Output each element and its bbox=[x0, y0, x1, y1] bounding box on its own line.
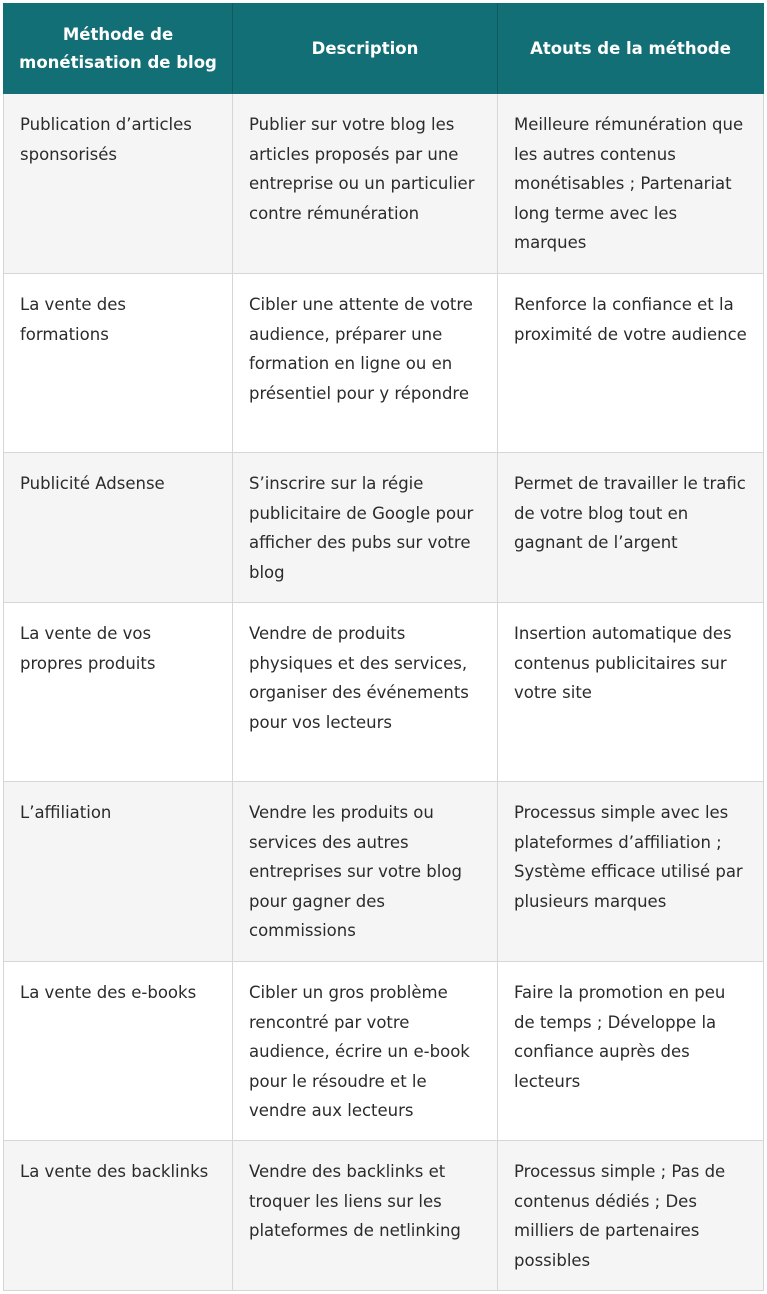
cell-method: La vente des e-books bbox=[4, 962, 233, 1141]
cell-description: Cibler un gros problème rencontré par votre audience, écrire un e-book pour le résoudre et le vendre aux lecteurs bbox=[233, 962, 498, 1141]
table-row bbox=[4, 603, 764, 782]
cell-advantages: Processus simple ; Pas de contenus dédiés ; Des milliers de partenaires possibles bbox=[498, 1141, 764, 1291]
header-description: Description bbox=[233, 4, 498, 94]
cell-method: La vente des backlinks bbox=[4, 1141, 233, 1291]
table-row bbox=[4, 453, 764, 603]
cell-advantages: Faire la promotion en peu de temps ; Développe la confiance auprès des lecteurs bbox=[498, 962, 764, 1141]
cell-method: La vente de vos propres produits bbox=[4, 603, 233, 782]
monetization-table-container bbox=[3, 3, 763, 1291]
cell-advantages: Permet de travailler le trafic de votre blog tout en gagnant de l’argent bbox=[498, 453, 764, 603]
cell-description: Vendre des backlinks et troquer les liens sur les plateformes de netlinking bbox=[233, 1141, 498, 1291]
cell-method: La vente des formations bbox=[4, 274, 233, 453]
cell-method: Publicité Adsense bbox=[4, 453, 233, 603]
table-row bbox=[4, 274, 764, 453]
table-row bbox=[4, 94, 764, 274]
cell-description: Publier sur votre blog les articles proposés par une entreprise ou un particulier contre rémunération bbox=[233, 94, 498, 274]
table-header bbox=[4, 4, 764, 94]
cell-advantages: Insertion automatique des contenus publicitaires sur votre site bbox=[498, 603, 764, 782]
cell-method: L’affiliation bbox=[4, 782, 233, 962]
monetization-methods-table bbox=[3, 3, 764, 1291]
header-advantages: Atouts de la méthode bbox=[498, 4, 764, 94]
cell-description: Vendre les produits ou services des autres entreprises sur votre blog pour gagner des commissions bbox=[233, 782, 498, 962]
cell-advantages: Renforce la confiance et la proximité de votre audience bbox=[498, 274, 764, 453]
cell-advantages: Meilleure rémunération que les autres contenus monétisables ; Partenariat long terme avec les marques bbox=[498, 94, 764, 274]
table-row bbox=[4, 1141, 764, 1291]
header-method: Méthode de monétisation de blog bbox=[4, 4, 233, 94]
cell-description: S’inscrire sur la régie publicitaire de Google pour afficher des pubs sur votre blog bbox=[233, 453, 498, 603]
header-row bbox=[4, 4, 764, 94]
cell-description: Vendre de produits physiques et des services, organiser des événements pour vos lecteurs bbox=[233, 603, 498, 782]
cell-advantages: Processus simple avec les plateformes d’affiliation ; Système efficace utilisé par plusieurs marques bbox=[498, 782, 764, 962]
table-body bbox=[4, 94, 764, 1291]
table-row bbox=[4, 962, 764, 1141]
table-row bbox=[4, 782, 764, 962]
cell-description: Cibler une attente de votre audience, préparer une formation en ligne ou en présentiel pour y répondre bbox=[233, 274, 498, 453]
cell-method: Publication d’articles sponsorisés bbox=[4, 94, 233, 274]
